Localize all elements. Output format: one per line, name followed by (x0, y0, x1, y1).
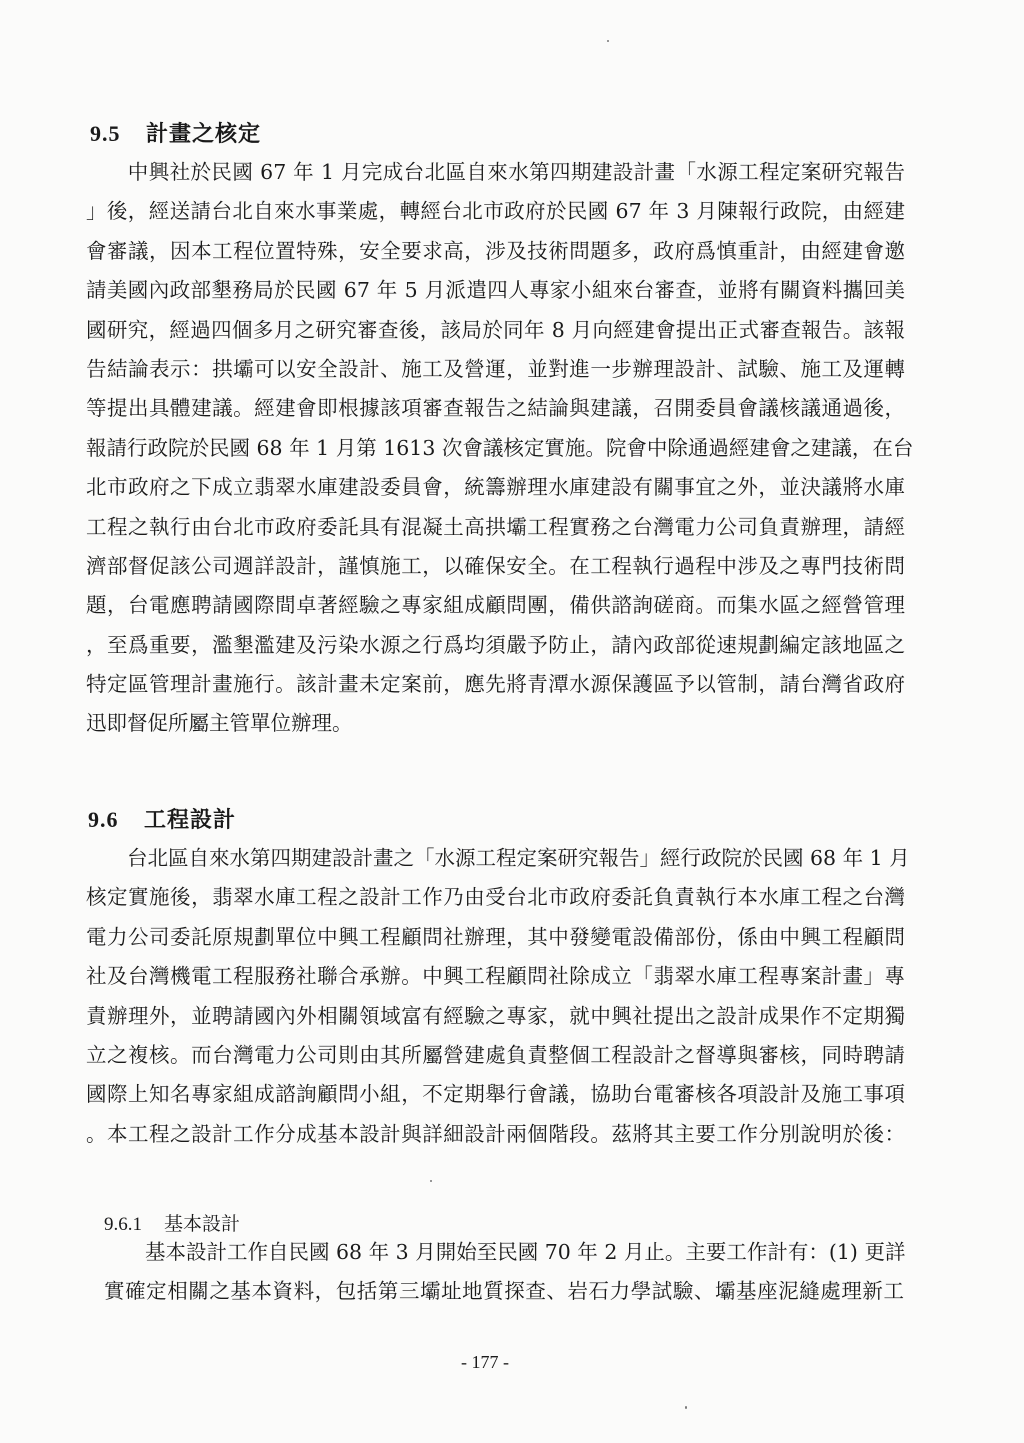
paragraph-line: 工程之執行由台北市政府委託具有混凝土高拱壩工程實務之台灣電力公司負責辦理，請經 (86, 514, 905, 539)
paragraph-line: 中興社於民國 67 年 1 月完成台北區自來水第四期建設計畫「水源工程定案研究報告 (86, 160, 905, 184)
paragraph-line: 台北區自來水第四期建設計畫之「水源工程定案研究報告」經行政院於民國 68 年 1 月 (86, 846, 910, 870)
section-title: 計畫之核定 (146, 122, 262, 147)
subsection-9-6-1-paragraph (104, 1233, 904, 1312)
section-9-5-paragraph (86, 153, 914, 744)
paragraph-line: 」後，經送請台北自來水事業處，轉經台北市政府於民國 67 年 3 月陳報行政院，由經建 (86, 199, 905, 224)
section-title: 工程設計 (144, 808, 237, 833)
paragraph-line: 實確定相關之基本資料，包括第三壩址地質探查、岩石力學試驗、壩基座泥縫處理新工 (104, 1279, 904, 1304)
paragraph-line: 報請行政院於民國 68 年 1 月第 1613 次會議核定實施。院會中除通過經建會之建議，在台 (86, 435, 914, 460)
subsection-title: 基本設計 (164, 1213, 241, 1235)
section-number: 9.6 (88, 807, 119, 832)
scan-speck (685, 1406, 687, 1409)
paragraph-line: 會審議，因本工程位置特殊，安全要求高，涉及技術問題多，政府爲慎重計，由經建會邀 (86, 238, 905, 263)
section-heading-9-6 (88, 803, 236, 834)
paragraph-line: 立之複核。而台灣電力公司則由其所屬營建處負責整個工程設計之督導與審核，同時聘請 (86, 1042, 905, 1067)
paragraph-line: 。本工程之設計工作分成基本設計與詳細設計兩個階段。茲將其主要工作分別說明於後： (86, 1121, 905, 1146)
paragraph-line: 迅即督促所屬主管單位辦理。 (86, 711, 353, 736)
paragraph-line: 國際上知名專家組成諮詢顧問小組，不定期舉行會議，協助台電審核各項設計及施工事項 (86, 1082, 905, 1107)
paragraph-line: 國研究，經過四個多月之研究審查後，該局於同年 8 月向經建會提出正式審查報告。該報 (86, 317, 905, 342)
paragraph-line: 告結論表示：拱壩可以安全設計、施工及營運，並對進一步辦理設計、試驗、施工及運轉 (86, 356, 905, 381)
paragraph-line: 電力公司委託原規劃單位中興工程顧問社辦理，其中發變電設備部份，係由中興工程顧問 (86, 924, 905, 949)
paragraph-line: 北市政府之下成立翡翠水庫建設委員會，統籌辦理水庫建設有關事宜之外，並決議將水庫 (86, 475, 905, 500)
scan-speck (607, 40, 609, 42)
scan-speck (430, 1180, 432, 1182)
paragraph-line: 請美國內政部墾務局於民國 67 年 5 月派遣四人專家小組來台審查，並將有關資料攜回美 (86, 278, 905, 303)
section-number: 9.5 (90, 121, 121, 146)
section-9-6-paragraph (86, 839, 910, 1154)
paragraph-line: 責辦理外，並聘請國內外相關領域富有經驗之專家，就中興社提出之設計成果作不定期獨 (86, 1003, 905, 1028)
paragraph-line: 題，台電應聘請國際間卓著經驗之專家組成顧問團，備供諮詢磋商。而集水區之經營管理 (86, 593, 905, 618)
paragraph-line: 等提出具體建議。經建會即根據該項審查報告之結論與建議，召開委員會議核議通過後， (86, 396, 905, 421)
paragraph-line: 基本設計工作自民國 68 年 3 月開始至民國 70 年 2 月止。主要工作計有：(1) 更詳 (104, 1240, 906, 1264)
subsection-number: 9.6.1 (104, 1214, 142, 1235)
paragraph-line: 特定區管理計畫施行。該計畫未定案前，應先將青潭水源保護區予以管制，請台灣省政府 (86, 672, 905, 697)
paragraph-line: ，至爲重要，濫墾濫建及污染水源之行爲均須嚴予防止，請內政部從速規劃編定該地區之 (86, 632, 905, 657)
paragraph-line: 核定實施後，翡翠水庫工程之設計工作乃由受台北市政府委託負責執行本水庫工程之台灣 (86, 885, 905, 910)
paragraph-line: 社及台灣機電工程服務社聯合承辦。中興工程顧問社除成立「翡翠水庫工程專案計畫」專 (86, 964, 905, 989)
paragraph-line: 濟部督促該公司週詳設計，謹慎施工，以確保安全。在工程執行過程中涉及之專門技術問 (86, 553, 905, 578)
section-heading-9-5 (90, 117, 261, 148)
page-number: - 177 - (461, 1352, 509, 1372)
subsection-heading-9-6-1 (104, 1209, 240, 1236)
